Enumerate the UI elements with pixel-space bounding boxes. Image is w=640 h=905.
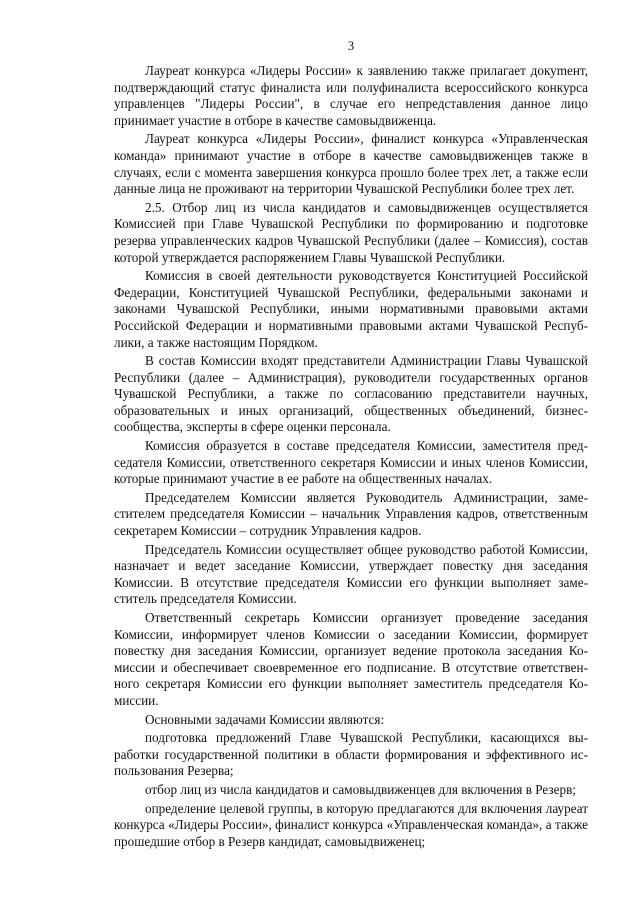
list-item-task-selection: отбор лиц из числа кандидатов и самовыдвиженцев для включения в Резерв; — [145, 781, 576, 797]
paragraph-section-2-5: 2.5. Отбор лиц из числа кандидатов и самовыдвиженцев осуществляется Комиссией при Главе Чувашской Республики по формированию и подготовке резерва управленческих кадров Чувашской Республики (далее – Комиссия), состав которой утверждается распоряжением Главы Чувашской Республики. — [114, 199, 588, 265]
paragraph-commission-members: В состав Комиссии входят представители Администрации Главы Чувашской Республики (далее – Администрация), руководители государственных органов Чувашской Республики, а также по согласованию представители научных, образовательных и иных организаций, общественных объединений, бизнес-сообщества, эксперты в сфере оценки персонала. — [114, 353, 588, 435]
paragraph-leaders-russia-document: Лауреат конкурса «Лидеры России» к заявлению также прилагает докуmент, подтверждающий статус финалиста или полуфиналиста всероссийского конкурса управленцев "Лидеры России", в случае его непредставления данное лицо принимает участие в отборе в качестве самовыдвиженца. — [114, 63, 588, 128]
paragraph-secretary-duties: Ответственный секретарь Комиссии организует проведение заседания Комиссии, информирует членов Комиссии о заседании Комиссии, формирует повестку дня заседания Комиссии, организует ведение протокола заседания Комиссии и обеспечивает своевременное его подписание. В отсутствие ответственного секретаря Комиссии его функции выполняет заместитель председателя Комиссии. — [114, 610, 588, 708]
paragraph-commission-chair: Председателем Комиссии является Руководитель Администрации, заместителем председателя Комиссии – начальник Управления кадров, ответственным секретарем Комиссии – сотрудник Управления кадров. — [114, 489, 588, 539]
paragraph-commission-composition: Комиссия образуется в составе председателя Комиссии, заместителя председателя Комиссии, ответственного секретаря Комиссии и иных членов Комиссии, которые принимают участие в ее работе на общественных началах. — [114, 438, 588, 487]
paragraph-self-nominee-conditions: Лауреат конкурса «Лидеры России», финалист конкурса «Управленческая команда» принимают участие в отборе в качестве самовыдвиженцев также в случаях, если с момента завершения конкурса прошло более трех лет, а также если данные лица не проживают на территории Чувашской Республики более трех лет. — [114, 131, 588, 197]
list-item-task-target-group: определение целевой группы, в которую предлагаются для включения лауреат конкурса «Лидеры России», финалист конкурса «Управленческая команда», а также прошедшие отбор в Резерв кандидат, самовыдвиженец; — [114, 800, 588, 849]
paragraph-commission-legal-basis: Комиссия в своей деятельности руководствуется Конституцией Российской Федерации, Конституцией Чувашской Республики, федеральными законaми и законами Чувашской Республики, иными нормативными правовыми актами Российской Федерации и нормативными правовыми актами Чувашской Республики, а также настоящим Порядком. — [114, 268, 588, 350]
paragraph-chair-duties: Председатель Комиссии осуществляет общее руководство работой Комиссии, назначает и ведет заседание Комиссии, утверждает повестку дня заседания Комиссии. В отсутствие председателя Комиссии его функции выполняет заместитель председателя Комиссии. — [114, 541, 588, 607]
page-number: 3 — [347, 39, 355, 53]
paragraph-tasks-heading: Основными задачами Комиссии являются: — [145, 711, 385, 727]
list-item-task-proposals: подготовка предложений Главе Чувашской Республики, касающихся выработки государственной политики в области формирования и эффективного использования Резерва; — [114, 730, 588, 779]
